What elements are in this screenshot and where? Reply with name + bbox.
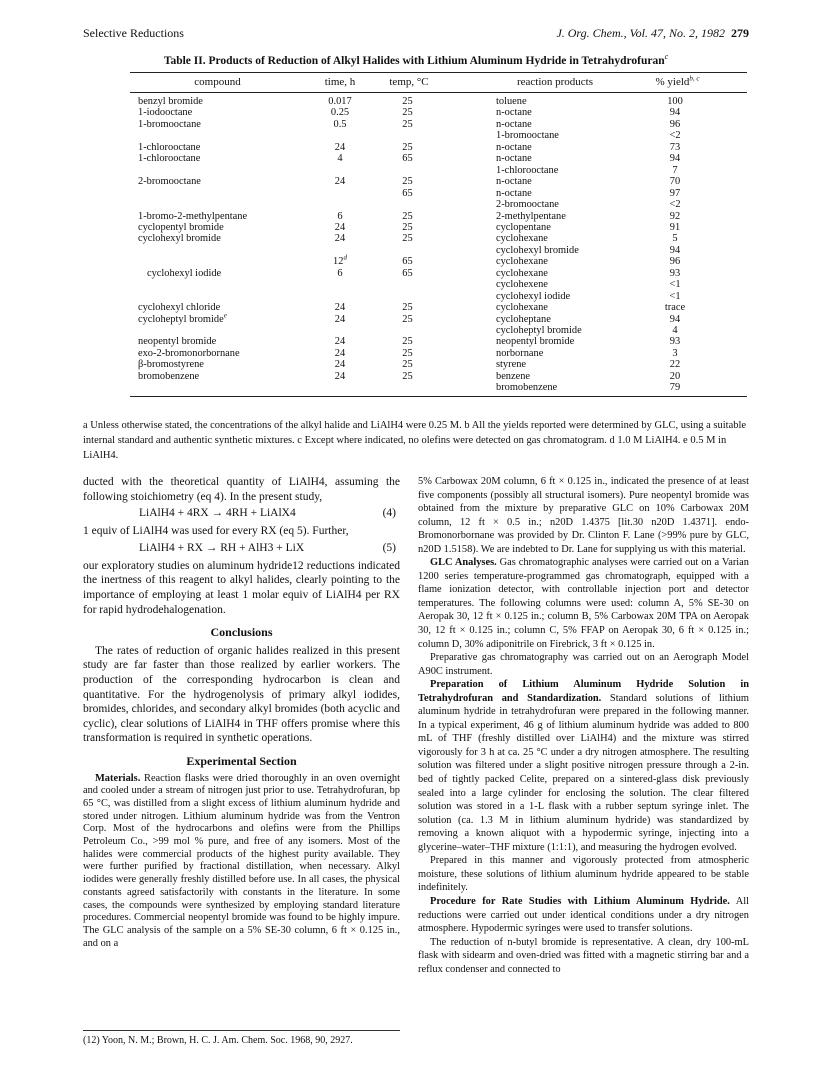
rate-studies-paragraph: Procedure for Rate Studies with Lithium Aluminum Hydride. All reductions were carried out under identical conditions under a dry nitrogen atmosphere. Hypodermic syringes were used to transfer solutions.	[418, 895, 749, 935]
time-cell: 6	[337, 210, 343, 222]
table-row	[130, 222, 747, 233]
yield-cell: 22	[669, 359, 681, 371]
equation-4-number: (4)	[382, 507, 396, 520]
time-cell: 24	[334, 313, 346, 325]
time-cell: 0.017	[328, 96, 352, 107]
product-cell: benzene	[496, 370, 531, 382]
compound-cell: cyclohexyl bromide	[138, 233, 221, 245]
running-head-journal: J. Org. Chem., Vol. 47, No. 2, 1982 279	[556, 26, 749, 40]
compound-cell: 1-bromooctane	[138, 118, 201, 130]
yield-cell: <1	[669, 279, 681, 291]
product-cell: cyclohexane	[496, 302, 548, 314]
temp-cell: 65	[402, 187, 413, 199]
product-cell: cyclopentane	[496, 221, 551, 233]
temp-cell: 25	[402, 221, 413, 233]
temp-cell: 25	[402, 233, 413, 245]
table-caption: Table II. Products of Reduction of Alkyl Halides with Lithium Aluminum Hydride in Tetrahydrofuran$^c$	[163, 52, 669, 67]
header-products: reaction products	[516, 76, 594, 88]
yield-cell: 94	[669, 313, 681, 325]
product-cell: n-octane	[496, 176, 532, 188]
product-cell: n-octane	[496, 141, 532, 153]
table-row	[130, 211, 747, 222]
compound-cell: 1-chlorooctane	[138, 153, 201, 165]
equation-4-formula: LiAlH4 + 4RX → 4RH + LiAlX4	[139, 507, 296, 520]
compound-cell: benzyl bromide	[138, 96, 203, 107]
left-para-2: 1 equiv of LiAlH4 was used for every RX (eq 5). Further,	[83, 525, 349, 538]
table-row	[130, 188, 747, 199]
table-row	[130, 130, 747, 141]
product-cell: cyclohexyl bromide	[496, 244, 579, 256]
time-cell: 0.5	[333, 118, 347, 130]
conclusions-heading: Conclusions	[210, 625, 273, 640]
product-cell: bromobenzene	[496, 382, 558, 394]
product-cell: cyclohexane	[496, 267, 548, 279]
table-row	[130, 311, 747, 325]
table-note-marker: e	[223, 311, 227, 320]
reference-footnote-12: (12) Yoon, N. M.; Brown, H. C. J. Am. Chem. Soc. 1968, 90, 2927.	[83, 1030, 400, 1046]
temp-cell: 25	[402, 118, 413, 130]
yield-cell: <1	[669, 290, 681, 302]
time-cell: 24	[334, 141, 346, 153]
compound-cell: cycloheptyl bromide$^e$	[138, 311, 227, 325]
table-row	[130, 325, 747, 336]
temp-cell: 25	[402, 302, 413, 314]
table-note-marker: d	[343, 253, 347, 262]
product-cell: cyclohexene	[496, 279, 548, 291]
compound-cell: β-bromostyrene	[138, 359, 204, 371]
product-cell: n-octane	[496, 107, 532, 119]
yield-cell: 96	[669, 256, 681, 268]
compound-cell: 1-chlorooctane	[138, 141, 201, 153]
yield-cell: 73	[669, 141, 681, 153]
table-row	[130, 268, 747, 279]
time-cell: 24	[334, 221, 346, 233]
time-cell: 0.25	[330, 107, 350, 119]
product-cell: toluene	[496, 96, 527, 107]
product-cell: cyclohexane	[496, 233, 548, 245]
temp-cell: 25	[402, 141, 413, 153]
product-cell: n-octane	[496, 118, 532, 130]
table-top-rule	[130, 72, 747, 73]
temp-cell: 25	[402, 336, 413, 348]
table-header-rule	[130, 92, 747, 93]
materials-paragraph: Materials. Reaction flasks were dried thoroughly in an oven overnight and cooled under a stream of nitrogen just prior to use. Tetrahydrofuran, bp 65 °C, was distilled from a slight excess of lithium aluminum hydride and stored under nitrogen. Lithium aluminum hydride was from the Ventron Corp. Most of the hydrocarbons and olefins were from the Phillips Petroleum Co., >99 mol % pure, and free of any isomers. Most of the halides were commercial products of the highest purity available. They were further purified by fractional distillation, when necessary. Alkyl iodides were generally freshly distilled before use. In all cases, the physical constants agreed satisfactorily with constants in the literature. In some cases, the compounds were synthesized by employing standard literature procedures. Commercial neopentyl bromide was found to be highly impure. The GLC analysis of the sample on a 5% SE-30 column, 6 ft × 0.125 in., and on a	[83, 772, 400, 949]
conclusions-text: The rates of reduction of organic halides realized in this present study are far faster than those realized by earlier workers. The production of the corresponding hydrocarbon is clean and quantitative. For the hydrogenolysis of primary alkyl iodides, bromides, chlorides, and secondary alkyl bromides (both acyclic and cyclic), clear solutions of LiAlH4 in THF offers promise where this transformation is required in synthetic operations.	[83, 644, 400, 745]
time-cell: 24	[334, 359, 346, 371]
table-row	[130, 245, 747, 256]
table-row	[130, 371, 747, 382]
temp-cell: 25	[402, 210, 413, 222]
table-row	[130, 96, 747, 107]
time-cell: 24	[334, 347, 346, 359]
time-cell: 24	[334, 233, 346, 245]
yield-cell: 94	[669, 244, 681, 256]
running-head	[83, 26, 749, 42]
temp-cell: 65	[402, 153, 413, 165]
temp-cell: 25	[402, 370, 413, 382]
table-row	[130, 359, 747, 370]
product-cell: norbornane	[496, 347, 544, 359]
temp-cell: 25	[402, 313, 413, 325]
preparation-paragraph: Preparation of Lithium Aluminum Hydride Solution in Tetrahydrofuran and Standardization. Standard solutions of lithium aluminum hydride in tetrahydrofuran were prepared in the following manner. In a typical experiment, 46 g of lithium aluminum hydride was added to 800 mL of THF (freshly distilled over LiAlH4) and the mixture was stirred vigorously for 3 h at ca. 25 °C under a dry nitrogen atmosphere. The resulting solution was filtered under a slight positive nitrogen pressure through a 2-in. bed of tightly packed Celite, prepared on a sintered-glass disk previously sealed into a large cylinder for enclosing the solution. The clear filtered solution was stored in a 1-L flask with a rubber septum syringe inlet. The solution (ca. 1.3 M in lithium aluminum hydride) was standardized by removing a known aliquot with a hypodermic syringe, injecting into a glycerine–water–THF mixture (1:1:1), and measuring the hydrogen evolved.	[418, 679, 749, 853]
table-row	[130, 199, 747, 210]
temp-cell: 65	[402, 267, 413, 279]
time-cell: 4	[337, 153, 343, 165]
table-row	[130, 233, 747, 244]
table-row	[130, 253, 747, 268]
materials-runin-head: Materials.	[95, 772, 141, 784]
compound-cell: cyclohexyl iodide	[147, 267, 222, 279]
table-row	[130, 302, 747, 313]
equation-5-formula: LiAlH4 + RX → RH + AlH3 + LiX	[139, 541, 305, 554]
running-head-title: Selective Reductions	[83, 26, 184, 40]
yield-cell: 3	[672, 347, 678, 359]
product-cell: 2-bromooctane	[496, 199, 559, 211]
equation-4	[83, 505, 400, 523]
yield-cell: <2	[669, 130, 681, 142]
time-cell: 24	[334, 370, 346, 382]
right-para-1: 5% Carbowax 20M column, 6 ft × 0.125 in., indicated the presence of at least five components (possibly all structural isomers). Pure neopentyl bromide was obtained from the mixture by preparative GLC on 10% Carbowax 20M column, 12 ft × 0.5 in.; n20D 1.4375 [lit.30 n20D 1.4371]. endo-Bromonorbornane was provided by Dr. Clinton F. Lane (>99% pure by GLC, n20D 1.5158). We are indebted to Dr. Lane for supplying us with this material.	[418, 476, 749, 555]
product-cell: cyclohexane	[496, 256, 548, 268]
header-yield: % yield$^{b, c}$	[655, 74, 700, 88]
temp-cell: 25	[402, 347, 413, 359]
table-row	[130, 176, 747, 187]
reduction-paragraph: The reduction of n-butyl bromide is representative. A clean, dry 100-mL flask with sidearm and oven-dried was fitted with a magnetic stirring bar and a reflux condenser and connected to	[418, 936, 749, 975]
table-row	[130, 107, 747, 118]
yield-cell: 96	[669, 118, 681, 130]
temp-cell: 25	[402, 359, 413, 371]
yield-cell: 91	[669, 221, 681, 233]
prepared-paragraph: Prepared in this manner and vigorously protected from atmospheric moisture, these solutions of lithium aluminum hydride appeared to be stable indefinitely.	[418, 855, 749, 894]
time-cell: 24	[334, 176, 346, 188]
table-row	[130, 291, 747, 302]
time-cell: 24	[334, 336, 346, 348]
time-cell: 12$^d$	[333, 253, 347, 268]
yield-cell: 79	[669, 382, 681, 394]
yield-cell: 94	[669, 153, 681, 165]
left-column	[83, 475, 400, 950]
table-row	[130, 348, 747, 359]
compound-cell: cyclopentyl bromide	[138, 221, 224, 233]
compound-cell: 1-iodooctane	[138, 107, 193, 119]
caption-note: c	[664, 52, 669, 61]
equation-5-number: (5)	[382, 541, 396, 554]
table-bottom-rule	[130, 396, 747, 397]
product-cell: 1-chlorooctane	[496, 164, 559, 176]
compound-cell: cyclohexyl chloride	[138, 302, 221, 314]
yield-cell: 94	[669, 107, 681, 119]
yield-cell: 70	[669, 176, 681, 188]
product-cell: cyclohexyl iodide	[496, 290, 571, 302]
prep-gc-paragraph: Preparative gas chromatography was carried out on an Aerograph Model A90C instrument.	[418, 652, 749, 677]
header-time: time, h	[324, 76, 356, 88]
header-compound: compound	[194, 76, 241, 88]
yield-cell: trace	[664, 302, 686, 314]
yield-cell: 7	[672, 164, 678, 176]
product-cell: 1-bromooctane	[496, 130, 559, 142]
product-cell: n-octane	[496, 187, 532, 199]
table-row	[130, 336, 747, 347]
equation-5	[83, 540, 400, 558]
table-row	[130, 165, 747, 176]
glc-runin-head: GLC Analyses.	[430, 557, 497, 569]
product-cell: cycloheptane	[496, 313, 551, 325]
time-cell: 24	[334, 302, 346, 314]
product-cell: n-octane	[496, 153, 532, 165]
time-cell: 6	[337, 267, 343, 279]
table-row	[130, 382, 747, 393]
page-number: 279	[731, 26, 749, 40]
product-cell: cycloheptyl bromide	[496, 325, 582, 336]
temp-cell: 25	[402, 176, 413, 188]
yield-cell: 20	[669, 370, 681, 382]
table-row	[130, 153, 747, 164]
compound-cell: neopentyl bromide	[138, 336, 217, 348]
product-cell: styrene	[496, 359, 527, 371]
temp-cell: 25	[402, 96, 413, 107]
product-cell: neopentyl bromide	[496, 336, 575, 348]
yield-cell: 93	[669, 336, 681, 348]
experimental-heading: Experimental Section	[186, 753, 297, 768]
temp-cell: 65	[402, 256, 413, 268]
yield-cell: 5	[672, 233, 678, 245]
yield-cell: 92	[669, 210, 681, 222]
yield-cell: <2	[669, 199, 681, 211]
yield-cell: 97	[669, 187, 681, 199]
header-temp: temp, °C	[389, 76, 429, 88]
table-footnotes: a Unless otherwise stated, the concentrations of the alkyl halide and LiAlH4 were 0.25 M. b All the yields reported were determined by GLC, using a suitable internal standard and authentic synthetic mixtures. c Except where indicated, no olefins were detected on gas chromatogram. d 1.0 M LiAlH4. e 0.5 M in LiAlH4.	[83, 420, 747, 461]
yield-cell: 100	[667, 96, 683, 107]
compound-cell: 1-bromo-2-methylpentane	[138, 210, 248, 222]
right-column	[418, 475, 749, 976]
compound-cell: 2-bromooctane	[138, 176, 201, 188]
yield-cell: 93	[669, 267, 681, 279]
table-row	[130, 142, 747, 153]
yield-cell: 4	[672, 325, 678, 336]
preparation-runin-head: Preparation of Lithium Aluminum Hydride Solution in Tetrahydrofuran and Standardization.	[418, 679, 749, 704]
compound-cell: exo-2-bromonorbornane	[138, 347, 240, 359]
glc-paragraph: GLC Analyses. Gas chromatographic analyses were carried out on a Varian 1200 series temperature-programmed gas chromatograph, equipped with a flame ionization detector, with controllable injection port and detector temperatures. The following columns were used: column A, 5% SE-30 on Aeropak 30, 12 ft × 0.125 in.; column B, 5% Carbowax 20M TPA on Aeropak 30, 12 ft × 0.125 in.; column C, 5% FFAP on Aeropak 30, 6 ft × 0.125 in.; column D, 30% adiponitrile on Firebrick, 3 ft × 0.125 in.	[418, 557, 749, 650]
rate-studies-runin-head: Procedure for Rate Studies with Lithium Aluminum Hydride.	[430, 895, 730, 907]
table-row	[130, 119, 747, 130]
compound-cell: bromobenzene	[138, 370, 200, 382]
left-para-3: our exploratory studies on aluminum hydride12 reductions indicated the inertness of this reagent to alkyl halides, clearly pointing to the importance of employing at least 1 molar equiv of LiAlH4 per RX for rapid hydrodehalogenation.	[83, 559, 400, 616]
table-row	[130, 279, 747, 290]
left-para-1: ducted with the theoretical quantity of LiAlH4, assuming the following stoichiometry (eq 4). In the present study,	[83, 476, 400, 503]
temp-cell: 25	[402, 107, 413, 119]
product-cell: 2-methylpentane	[496, 210, 566, 222]
